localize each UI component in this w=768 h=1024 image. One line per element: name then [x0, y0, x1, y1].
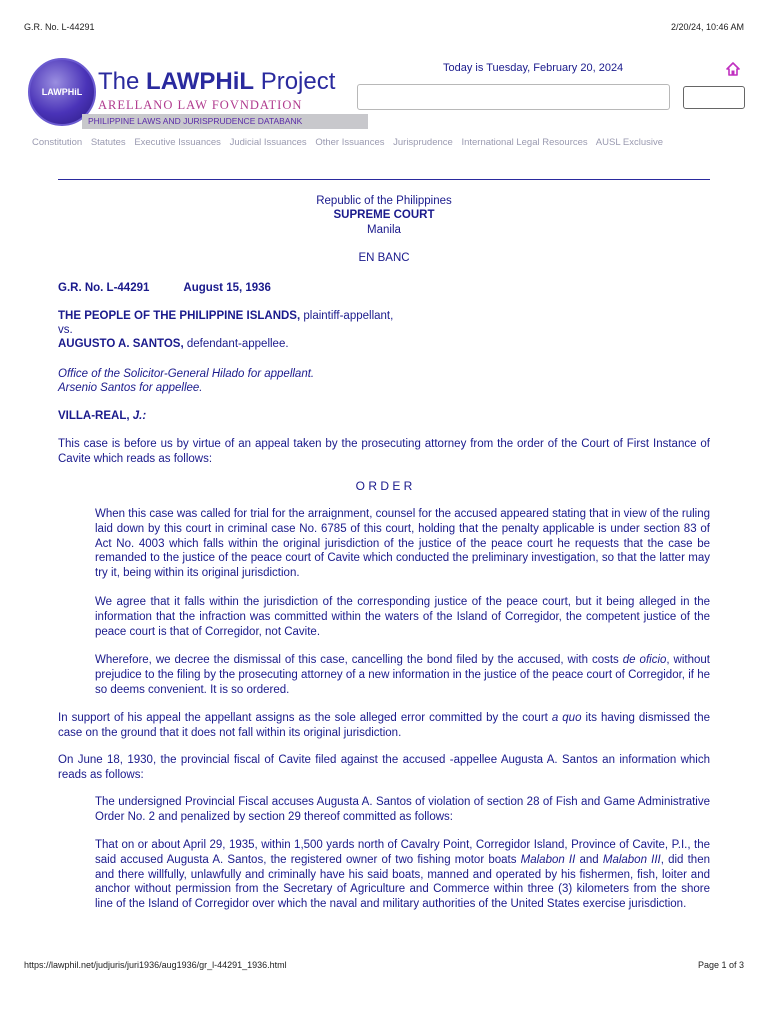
counsel-appellant: Office of the Solicitor-General Hilado for appellant. — [58, 368, 315, 380]
site-subtitle: ARELLANO LAW FOVNDATION — [98, 98, 303, 112]
republic-line: Republic of the Philippines — [316, 195, 452, 207]
main-nav — [32, 137, 742, 148]
paragraph-1: This case is before us by virtue of an appeal taken by the prosecuting attorney from the order of the Court of First Instance of Cavite which reads as follows: — [58, 438, 710, 465]
information-paragraph-2: That on or about April 29, 1935, within 1,500 yards north of Cavalry Point, Corregidor Island, Province of Cavite, P.I., the said accused Augusta A. Santos, the registered owner of two fishing motor boats Malabon II and Malabon III, did then and there willfully, unlawfully and criminally have his said boats, manned and operated by his fishermen, fish, loiter and anchor without permission from the Secretary of Agriculture and Commerce within three (3) kilometers from the shore line of the Island of Corregidor over which the naval and military authorities of the United States exercise jurisdiction. — [95, 839, 710, 911]
print-header-datetime: 2/20/24, 10:46 AM — [670, 22, 744, 32]
lawphil-seal-icon: LAWPHiL — [28, 58, 96, 126]
header-divider — [58, 179, 710, 180]
information-paragraph-1: The undersigned Provincial Fiscal accuses Augusta A. Santos of violation of section 28 of Fish and Game Administrative Order No. 2 and penalized by section 29 thereof committed as follows: — [95, 796, 710, 823]
division: EN BANC — [358, 252, 410, 264]
order-paragraph-1: When this case was called for trial for the arraignment, counsel for the accused appeared stating that in view of the ruling laid down by this court in criminal case No. 6785 of this court, holding that the penalty applicable is under section 83 of Act No. 4003 which falls within the original jurisdiction of the justice of the peace court he requests that the case be remanded to the justice of the peace court of Cavite which conducted the preliminary investigation, so that the latter may try it, being within its original jurisdiction. — [95, 508, 710, 580]
paragraph-2: In support of his appeal the appellant assigns as the sole alleged error committed by the court a quo its having dismissed the case on the ground that it does not fall within its original jurisdiction. — [58, 712, 710, 739]
ponente: VILLA-REAL, J.: — [58, 410, 147, 422]
print-header-title: G.R. No. L-44291 — [24, 22, 95, 32]
nav-ausl-exclusive[interactable]: AUSL Exclusive — [595, 137, 664, 148]
nav-other-issuances[interactable]: Other Issuances — [315, 137, 385, 148]
site-logo[interactable] — [24, 58, 344, 136]
nav-statutes[interactable]: Statutes — [90, 137, 126, 148]
court-name: SUPREME COURT — [333, 209, 435, 221]
case-date: August 15, 1936 — [183, 282, 271, 294]
site-band: PHILIPPINE LAWS AND JURISPRUDENCE DATABANK — [82, 114, 368, 129]
court-city: Manila — [367, 224, 401, 236]
print-footer-url: https://lawphil.net/judjuris/juri1936/aug1936/gr_l-44291_1936.html — [24, 960, 287, 970]
parties — [58, 309, 710, 351]
defendant: AUGUSTO A. SANTOS, — [58, 338, 184, 350]
nav-constitution[interactable]: Constitution — [32, 137, 83, 148]
today-date: Today is Tuesday, February 20, 2024 — [443, 62, 624, 74]
order-paragraph-3: Wherefore, we decree the dismissal of this case, cancelling the bond filed by the accused, with costs de oficio, without prejudice to the filing by the prosecuting attorney of a new information in the justice of the peace court of Corregidor, if he so deems convenient. It is so ordered. — [95, 654, 710, 696]
versus: vs. — [58, 324, 73, 336]
search-input[interactable] — [357, 84, 670, 110]
nav-jurisprudence[interactable]: Jurisprudence — [393, 137, 453, 148]
nav-judicial-issuances[interactable]: Judicial Issuances — [229, 137, 307, 148]
search-button[interactable] — [683, 86, 745, 109]
nav-international-legal-resources[interactable]: International Legal Resources — [461, 137, 588, 148]
paragraph-3: On June 18, 1930, the provincial fiscal of Cavite filed against the accused -appellee Augusta A. Santos an information which reads as follows: — [58, 754, 710, 781]
counsel-appellee: Arsenio Santos for appellee. — [58, 382, 203, 394]
plaintiff-role: plaintiff-appellant, — [300, 310, 394, 322]
order-heading: O R D E R — [355, 479, 413, 493]
nav-executive-issuances[interactable]: Executive Issuances — [134, 137, 221, 148]
counsel — [58, 367, 710, 395]
print-footer-page: Page 1 of 3 — [697, 960, 744, 970]
case-number: G.R. No. L-44291 — [58, 282, 150, 294]
home-icon[interactable] — [726, 62, 740, 76]
defendant-role: defendant-appellee. — [183, 338, 289, 350]
case-number-line — [58, 281, 710, 295]
order-paragraph-2: We agree that it falls within the jurisdiction of the corresponding justice of the peace court, but it being alleged in the information that the infraction was committed within the waters of the Island of Corregidor, the competent justice of the peace court is that of Corregidor, not Cavite. — [95, 596, 710, 638]
site-title: The LAWPHiL Project — [98, 68, 336, 95]
plaintiff: THE PEOPLE OF THE PHILIPPINE ISLANDS, — [58, 310, 301, 322]
